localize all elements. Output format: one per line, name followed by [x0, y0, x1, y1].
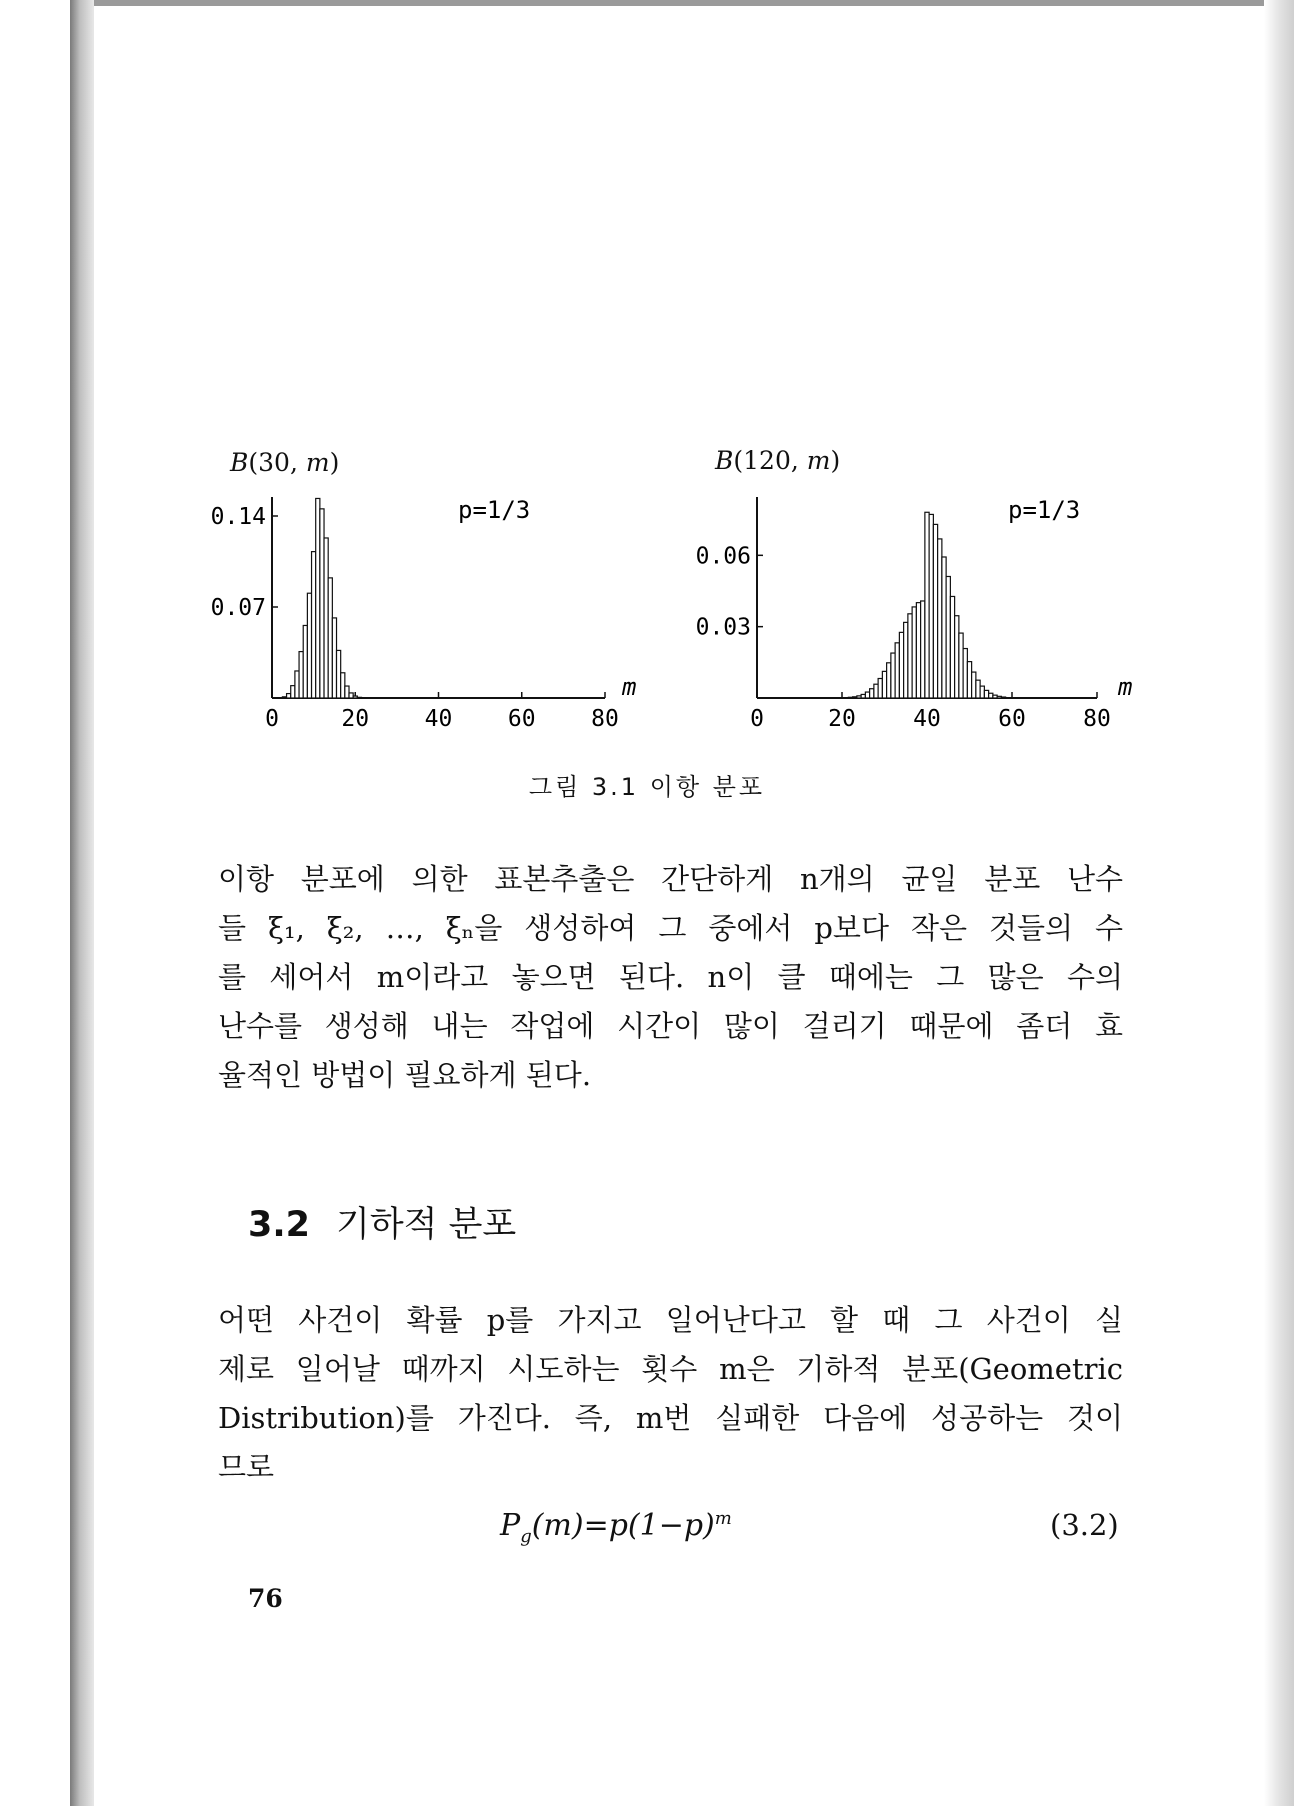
histogram-bar: [307, 593, 311, 698]
histogram-bar: [980, 686, 984, 698]
histogram-bar: [332, 618, 336, 698]
histogram-bar: [312, 552, 316, 698]
text-line: 므로: [218, 1450, 275, 1484]
histogram-bar: [933, 524, 937, 698]
histogram-bar: [353, 696, 357, 698]
histogram-bar: [950, 596, 954, 698]
x-tick-label: 0: [750, 706, 764, 732]
y-tick-label: 0.03: [695, 614, 751, 641]
histogram-bar: [887, 663, 891, 698]
histogram-bar: [287, 694, 291, 698]
histogram-bar: [942, 557, 946, 698]
histogram-bar: [328, 578, 332, 698]
book-spine-edge: [70, 0, 94, 1806]
histogram-bar: [282, 697, 286, 698]
histogram-bar: [955, 616, 959, 698]
histogram-bar: [878, 679, 882, 699]
histogram-bar: [997, 696, 1001, 698]
histogram-bar: [324, 538, 328, 698]
text-line: 를 세어서 m이라고 놓으면 된다. n이 클 때에는 그 많은 수의: [218, 960, 1123, 994]
figure-caption: 그림 3.1 이항 분포: [528, 773, 766, 801]
text-line: 들 ξ₁, ξ₂, …, ξₙ을 생성하여 그 중에서 p보다 작은 것들의 수: [218, 911, 1123, 945]
histogram-bar: [891, 653, 895, 698]
histogram-bar: [291, 686, 295, 698]
histogram-bar: [989, 693, 993, 698]
paragraph-geometric-distribution: [218, 1296, 1123, 1492]
text-line: 제로 일어날 때까지 시도하는 횟수 m은 기하적 분포(Geometric: [218, 1352, 1123, 1386]
x-tick-label: 0: [265, 706, 279, 732]
text-line: 어떤 사건이 확률 p를 가지고 일어난다고 할 때 그 사건이 실: [218, 1303, 1123, 1337]
histogram-bar: [899, 632, 903, 698]
paragraph-binomial-sampling: [218, 855, 1123, 1100]
histogram-bar: [921, 601, 925, 698]
histogram-bar: [929, 514, 933, 698]
histogram-bar: [993, 695, 997, 698]
x-tick-label: 20: [828, 706, 856, 732]
text-line: 율적인 방법이 필요하게 된다.: [218, 1058, 592, 1092]
x-tick-label: 20: [341, 706, 370, 732]
histogram-bar: [908, 614, 912, 698]
histogram-bar: [853, 697, 857, 698]
histogram-bar: [967, 662, 971, 698]
histogram-bar: [963, 649, 967, 698]
text-line: 이항 분포에 의한 표본추출은 간단하게 n개의 균일 분포 난수: [218, 862, 1123, 896]
histogram-bar: [295, 671, 299, 698]
x-tick-label: 80: [1083, 706, 1111, 732]
histogram-bar: [925, 512, 929, 698]
histogram-bar: [912, 607, 916, 698]
chart2-title: B(120, m): [715, 446, 841, 475]
text-line: 난수를 생성해 내는 작업에 시간이 많이 걸리기 때문에 좀더 효: [218, 1009, 1123, 1043]
x-tick-label: 40: [424, 706, 453, 732]
histogram-bar: [972, 672, 976, 698]
page-number: 76: [248, 1584, 283, 1613]
section-number: 3.2: [248, 1205, 311, 1245]
parameter-annotation: p=1/3: [1008, 496, 1081, 524]
histogram-bar: [976, 680, 980, 698]
histogram-bar: [848, 697, 852, 698]
equation-number: (3.2): [1050, 1508, 1119, 1542]
section-title: 기하적 분포: [336, 1205, 517, 1245]
x-tick-label: 60: [507, 706, 536, 732]
section-heading: [248, 1197, 516, 1247]
histogram-bar: [870, 689, 874, 698]
x-tick-label: 60: [998, 706, 1026, 732]
histogram-bar: [916, 603, 920, 698]
histogram-bar: [874, 684, 878, 698]
histogram-bar: [349, 693, 353, 698]
histogram-bar: [904, 622, 908, 698]
x-axis-label: m: [622, 673, 637, 701]
histogram-bar: [345, 686, 349, 698]
y-tick-label: 0.07: [210, 595, 266, 621]
histogram-bar: [938, 539, 942, 698]
y-tick-label: 0.06: [695, 543, 751, 570]
histogram-bar: [1001, 697, 1005, 698]
binomial-chart-n120: [690, 490, 1160, 740]
histogram-bar: [861, 694, 865, 698]
y-tick-label: 0.14: [210, 504, 266, 530]
page-right-shadow: [1264, 0, 1294, 1806]
histogram-bar: [882, 671, 886, 698]
x-tick-label: 40: [913, 706, 941, 732]
histogram-bar: [895, 643, 899, 698]
binomial-chart-n30: [200, 490, 660, 740]
histogram-bar: [320, 509, 324, 698]
histogram-bar: [341, 673, 345, 698]
histogram-bar: [865, 692, 869, 698]
histogram-bar: [303, 625, 307, 698]
histogram-bar: [857, 696, 861, 698]
histogram-bar: [984, 690, 988, 698]
histogram-bar: [959, 633, 963, 698]
histogram-bar: [946, 576, 950, 698]
histogram-bar: [337, 650, 341, 698]
chart1-title: B(30, m): [230, 448, 340, 477]
text-line: Distribution)를 가진다. 즉, m번 실패한 다음에 성공하는 것이: [218, 1401, 1123, 1435]
equation-geometric-pmf: $P_g(m)=p(1-p)^m$: [500, 1508, 732, 1547]
histogram-bar: [299, 652, 303, 698]
parameter-annotation: p=1/3: [458, 496, 531, 524]
x-tick-label: 80: [591, 706, 619, 732]
x-axis-label: m: [1118, 673, 1133, 701]
histogram-bar: [357, 697, 361, 698]
histogram-bar: [316, 498, 320, 698]
